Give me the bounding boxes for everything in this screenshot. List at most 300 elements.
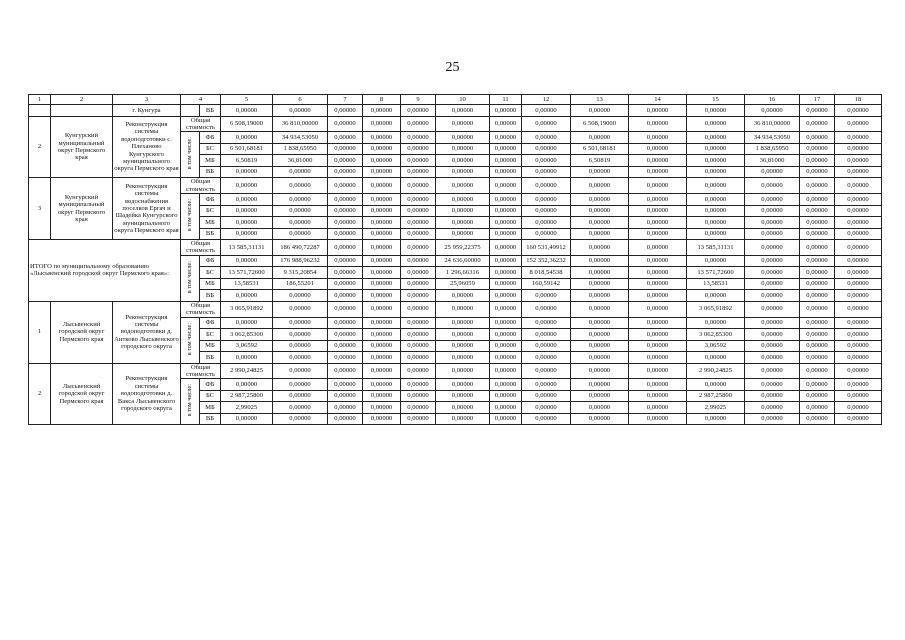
value-cell: 0,00000 [522, 166, 571, 178]
value-cell: 0,00000 [835, 105, 882, 117]
value-cell: 0,00000 [629, 205, 687, 217]
value-cell: 0,00000 [221, 352, 273, 364]
value-cell: 0,00000 [328, 194, 363, 206]
value-cell: 0,00000 [745, 290, 800, 302]
value-cell: 1 296,66316 [436, 267, 490, 279]
source-code: БС [200, 390, 221, 402]
value-cell: 0,00000 [490, 329, 522, 341]
value-cell: 0,00000 [629, 301, 687, 317]
value-cell: 0,00000 [363, 290, 401, 302]
value-cell: 0,00000 [490, 178, 522, 194]
value-cell: 0,00000 [273, 390, 328, 402]
value-cell: 0,00000 [490, 379, 522, 391]
value-cell: 0,00000 [745, 105, 800, 117]
value-cell: 6 508,19000 [571, 116, 629, 132]
value-cell: 0,00000 [687, 143, 745, 155]
source-code: БС [200, 329, 221, 341]
itogo-label: ИТОГО по муниципальному образованию «Лысьвенский городской округ Пермского края»: [29, 240, 181, 302]
value-cell: 0,00000 [490, 390, 522, 402]
value-cell: 0,00000 [522, 194, 571, 206]
value-cell: 0,00000 [800, 379, 835, 391]
incl-cell [181, 255, 200, 301]
value-cell: 0,00000 [490, 217, 522, 229]
column-header: 5 [221, 95, 273, 105]
value-cell: 0,00000 [221, 132, 273, 144]
value-cell: 0,00000 [363, 317, 401, 329]
value-cell: 6 501,68181 [221, 143, 273, 155]
source-code: БС [200, 267, 221, 279]
value-cell: 0,00000 [800, 402, 835, 414]
value-cell: 0,00000 [401, 105, 436, 117]
value-cell: 0,00000 [221, 255, 273, 267]
value-cell: 0,00000 [571, 228, 629, 240]
source-code: ВБ [200, 290, 221, 302]
value-cell: 0,00000 [221, 205, 273, 217]
value-cell: 0,00000 [835, 116, 882, 132]
value-cell: 0,00000 [687, 317, 745, 329]
value-cell: 0,00000 [328, 290, 363, 302]
value-cell: 0,00000 [328, 329, 363, 341]
value-cell: 0,00000 [629, 143, 687, 155]
value-cell: 0,00000 [687, 166, 745, 178]
value-cell: 0,00000 [363, 278, 401, 290]
value-cell: 0,00000 [401, 352, 436, 364]
value-cell: 0,00000 [490, 363, 522, 379]
value-cell: 0,00000 [571, 290, 629, 302]
value-cell: 34 934,53050 [745, 132, 800, 144]
value-cell: 0,00000 [363, 255, 401, 267]
value-cell: 0,00000 [401, 194, 436, 206]
value-cell: 0,00000 [571, 166, 629, 178]
value-cell: 0,00000 [401, 301, 436, 317]
column-header: 18 [835, 95, 882, 105]
incl-label: в том числе: [185, 322, 193, 355]
value-cell: 0,00000 [571, 301, 629, 317]
object-name: г. Кунгура [113, 105, 181, 117]
value-cell: 0,00000 [745, 278, 800, 290]
value-cell: 0,00000 [835, 155, 882, 167]
value-cell: 0,00000 [835, 255, 882, 267]
value-cell: 0,00000 [629, 194, 687, 206]
value-cell: 6,50819 [571, 155, 629, 167]
value-cell: 13,58531 [221, 278, 273, 290]
value-cell: 0,00000 [401, 317, 436, 329]
value-cell: 0,00000 [745, 217, 800, 229]
value-cell: 0,00000 [522, 105, 571, 117]
source-code: МБ [200, 217, 221, 229]
value-cell: 0,00000 [328, 317, 363, 329]
value-cell: 0,00000 [273, 329, 328, 341]
value-cell: 0,00000 [835, 379, 882, 391]
value-cell: 3 062,85300 [221, 329, 273, 341]
value-cell: 0,00000 [571, 194, 629, 206]
value-cell: 6 508,19000 [221, 116, 273, 132]
object-name: Реконструкция системы водоподготовки с. Плеханово Кунгурского муниципального округа Пермского края [113, 116, 181, 178]
value-cell: 0,00000 [687, 105, 745, 117]
value-cell: 0,00000 [363, 105, 401, 117]
value-cell: 0,00000 [401, 178, 436, 194]
source-code: ФБ [200, 255, 221, 267]
value-cell: 3 065,91892 [221, 301, 273, 317]
value-cell: 0,00000 [221, 178, 273, 194]
source-code: МБ [200, 278, 221, 290]
row-number: 2 [29, 363, 51, 425]
value-cell: 0,00000 [436, 166, 490, 178]
value-cell: 3 065,91892 [687, 301, 745, 317]
value-cell: 36,81000 [273, 155, 328, 167]
value-cell: 0,00000 [401, 240, 436, 256]
page-number: 25 [445, 60, 460, 75]
value-cell: 0,00000 [490, 278, 522, 290]
value-cell: 0,00000 [328, 178, 363, 194]
value-cell: 0,00000 [800, 155, 835, 167]
total-label: Общая стоимость [181, 178, 221, 194]
value-cell: 0,00000 [571, 340, 629, 352]
value-cell: 0,00000 [629, 240, 687, 256]
value-cell: 0,00000 [835, 413, 882, 425]
value-cell: 0,00000 [273, 178, 328, 194]
value-cell: 0,00000 [522, 178, 571, 194]
value-cell: 0,00000 [571, 390, 629, 402]
value-cell: 3,06592 [687, 340, 745, 352]
value-cell: 0,00000 [745, 413, 800, 425]
value-cell: 0,00000 [490, 290, 522, 302]
value-cell: 0,00000 [745, 329, 800, 341]
value-cell: 0,00000 [687, 255, 745, 267]
value-cell: 0,00000 [490, 132, 522, 144]
value-cell: 0,00000 [629, 340, 687, 352]
source-code: ФБ [200, 194, 221, 206]
column-header: 15 [687, 95, 745, 105]
value-cell: 0,00000 [745, 267, 800, 279]
value-cell: 0,00000 [273, 340, 328, 352]
value-cell: 0,00000 [522, 379, 571, 391]
value-cell: 0,00000 [363, 240, 401, 256]
value-cell: 0,00000 [522, 155, 571, 167]
value-cell: 0,00000 [221, 166, 273, 178]
value-cell: 0,00000 [800, 240, 835, 256]
value-cell: 0,00000 [490, 317, 522, 329]
incl-label: в том числе: [185, 137, 193, 170]
value-cell: 0,00000 [221, 217, 273, 229]
value-cell: 0,00000 [401, 379, 436, 391]
value-cell: 0,00000 [436, 340, 490, 352]
value-cell: 0,00000 [687, 228, 745, 240]
value-cell: 0,00000 [363, 413, 401, 425]
value-cell: 0,00000 [629, 132, 687, 144]
value-cell: 0,00000 [800, 166, 835, 178]
value-cell: 0,00000 [401, 116, 436, 132]
value-cell: 25 959,22375 [436, 240, 490, 256]
row-number: 2 [29, 116, 51, 178]
value-cell: 0,00000 [363, 178, 401, 194]
value-cell: 0,00000 [221, 228, 273, 240]
value-cell: 0,00000 [629, 363, 687, 379]
value-cell: 2 987,25800 [221, 390, 273, 402]
source-code: МБ [200, 155, 221, 167]
value-cell: 0,00000 [571, 205, 629, 217]
value-cell: 36 810,00000 [745, 116, 800, 132]
value-cell: 0,00000 [571, 217, 629, 229]
value-cell: 0,00000 [522, 317, 571, 329]
value-cell: 0,00000 [522, 290, 571, 302]
value-cell: 24 636,60000 [436, 255, 490, 267]
source-code: ФБ [200, 379, 221, 391]
value-cell: 0,00000 [273, 301, 328, 317]
object-name: Реконструкция системы водоподготовки д. Вакса Лысьвенского городского округа [113, 363, 181, 425]
value-cell: 0,00000 [273, 290, 328, 302]
value-cell: 0,00000 [436, 301, 490, 317]
value-cell: 0,00000 [436, 329, 490, 341]
value-cell: 0,00000 [328, 228, 363, 240]
value-cell: 0,00000 [328, 267, 363, 279]
incl-label: в том числе: [185, 199, 193, 232]
source-code: МБ [200, 402, 221, 414]
value-cell: 2,99025 [687, 402, 745, 414]
value-cell: 0,00000 [490, 240, 522, 256]
value-cell: 0,00000 [328, 105, 363, 117]
source-code: ФБ [200, 132, 221, 144]
column-header: 9 [401, 95, 436, 105]
value-cell: 0,00000 [835, 278, 882, 290]
value-cell: 0,00000 [328, 132, 363, 144]
value-cell: 0,00000 [745, 379, 800, 391]
itogo-row [29, 240, 882, 256]
value-cell: 0,00000 [522, 116, 571, 132]
value-cell: 0,00000 [571, 267, 629, 279]
value-cell: 36 810,00000 [273, 116, 328, 132]
value-cell: 0,00000 [522, 340, 571, 352]
value-cell: 0,00000 [629, 267, 687, 279]
value-cell: 0,00000 [401, 363, 436, 379]
value-cell: 0,00000 [401, 155, 436, 167]
value-cell: 0,00000 [800, 205, 835, 217]
value-cell: 0,00000 [629, 178, 687, 194]
table-row [29, 363, 882, 379]
value-cell: 0,00000 [745, 402, 800, 414]
source-code: ВБ [200, 352, 221, 364]
value-cell: 0,00000 [629, 116, 687, 132]
value-cell: 0,00000 [800, 290, 835, 302]
value-cell: 0,00000 [571, 413, 629, 425]
value-cell: 0,00000 [745, 340, 800, 352]
value-cell: 0,00000 [363, 267, 401, 279]
value-cell: 0,00000 [401, 166, 436, 178]
row-number [29, 105, 51, 117]
value-cell: 0,00000 [629, 317, 687, 329]
column-header: 3 [113, 95, 181, 105]
value-cell: 0,00000 [436, 194, 490, 206]
value-cell: 0,00000 [490, 116, 522, 132]
value-cell: 0,00000 [401, 402, 436, 414]
value-cell: 0,00000 [436, 363, 490, 379]
value-cell: 0,00000 [522, 301, 571, 317]
value-cell: 0,00000 [436, 178, 490, 194]
value-cell: 0,00000 [571, 132, 629, 144]
incl-cell [181, 132, 200, 178]
object-name: Реконструкция системы водоснабжения поселков Ергач и Шадейка Кунгурского муниципального округа Пермского края [113, 178, 181, 240]
value-cell: 0,00000 [745, 301, 800, 317]
total-label: Общая стоимость [181, 301, 221, 317]
value-cell: 0,00000 [745, 240, 800, 256]
value-cell: 0,00000 [363, 194, 401, 206]
value-cell: 0,00000 [273, 379, 328, 391]
value-cell: 0,00000 [522, 329, 571, 341]
value-cell: 0,00000 [745, 255, 800, 267]
value-cell: 0,00000 [800, 217, 835, 229]
value-cell: 0,00000 [221, 194, 273, 206]
value-cell: 0,00000 [221, 379, 273, 391]
value-cell: 0,00000 [571, 352, 629, 364]
value-cell: 0,00000 [363, 390, 401, 402]
value-cell: 9 315,20854 [273, 267, 328, 279]
value-cell: 0,00000 [490, 267, 522, 279]
value-cell: 0,00000 [273, 402, 328, 414]
value-cell: 0,00000 [436, 290, 490, 302]
value-cell: 0,00000 [436, 217, 490, 229]
column-header: 1 [29, 95, 51, 105]
value-cell: 0,00000 [571, 363, 629, 379]
column-header: 10 [436, 95, 490, 105]
value-cell: 0,00000 [522, 143, 571, 155]
value-cell: 0,00000 [687, 205, 745, 217]
table-row [29, 178, 882, 194]
value-cell: 0,00000 [273, 166, 328, 178]
value-cell: 160 531,49912 [522, 240, 571, 256]
value-cell: 0,00000 [490, 352, 522, 364]
value-cell: 2 990,24825 [687, 363, 745, 379]
value-cell: 0,00000 [401, 217, 436, 229]
value-cell: 0,00000 [436, 379, 490, 391]
value-cell: 0,00000 [800, 317, 835, 329]
value-cell: 0,00000 [273, 105, 328, 117]
value-cell: 0,00000 [401, 132, 436, 144]
source-code: МБ [200, 340, 221, 352]
value-cell: 0,00000 [273, 363, 328, 379]
value-cell: 0,00000 [629, 217, 687, 229]
value-cell: 0,00000 [571, 278, 629, 290]
column-header: 7 [328, 95, 363, 105]
value-cell: 0,00000 [436, 317, 490, 329]
total-label: Общая стоимость [181, 363, 221, 379]
value-cell: 0,00000 [629, 379, 687, 391]
value-cell: 0,00000 [687, 178, 745, 194]
value-cell: 0,00000 [328, 255, 363, 267]
value-cell: 0,00000 [800, 267, 835, 279]
value-cell: 0,00000 [835, 166, 882, 178]
value-cell: 0,00000 [328, 390, 363, 402]
value-cell: 0,00000 [571, 255, 629, 267]
value-cell: 0,00000 [490, 301, 522, 317]
value-cell: 0,00000 [328, 340, 363, 352]
value-cell: 0,00000 [800, 352, 835, 364]
value-cell: 0,00000 [273, 228, 328, 240]
value-cell: 0,00000 [800, 178, 835, 194]
value-cell: 0,00000 [835, 317, 882, 329]
value-cell: 0,00000 [490, 340, 522, 352]
value-cell: 0,00000 [835, 132, 882, 144]
value-cell: 0,00000 [835, 228, 882, 240]
value-cell: 0,00000 [629, 166, 687, 178]
value-cell: 0,00000 [490, 228, 522, 240]
value-cell: 6,50819 [221, 155, 273, 167]
value-cell: 0,00000 [490, 205, 522, 217]
value-cell: 0,00000 [687, 116, 745, 132]
value-cell: 0,00000 [490, 166, 522, 178]
value-cell: 0,00000 [401, 228, 436, 240]
value-cell: 0,00000 [571, 240, 629, 256]
value-cell: 8 018,54538 [522, 267, 571, 279]
value-cell: 0,00000 [363, 329, 401, 341]
value-cell: 0,00000 [328, 301, 363, 317]
value-cell: 0,00000 [800, 340, 835, 352]
mo-name: Кунгурский муниципальный округ Пермского края [51, 178, 113, 240]
value-cell: 1 838,65950 [745, 143, 800, 155]
value-cell: 186,55201 [273, 278, 328, 290]
column-header: 17 [800, 95, 835, 105]
column-header: 6 [273, 95, 328, 105]
incl-label: в том числе: [185, 384, 193, 417]
value-cell: 0,00000 [745, 228, 800, 240]
value-cell: 0,00000 [522, 217, 571, 229]
table-row [29, 105, 882, 117]
value-cell: 0,00000 [436, 116, 490, 132]
value-cell: 0,00000 [401, 390, 436, 402]
object-name: Реконструкция системы водоподготовки д. Аитково Лысьвенского городского округа [113, 301, 181, 363]
value-cell: 0,00000 [363, 352, 401, 364]
row-number: 1 [29, 301, 51, 363]
column-header: 8 [363, 95, 401, 105]
value-cell: 0,00000 [436, 352, 490, 364]
value-cell: 0,00000 [273, 194, 328, 206]
mo-name: Лысьвенский городской округ Пермского края [51, 301, 113, 363]
value-cell: 13 585,31131 [687, 240, 745, 256]
value-cell: 34 934,53050 [273, 132, 328, 144]
value-cell: 0,00000 [800, 105, 835, 117]
value-cell: 0,00000 [436, 402, 490, 414]
value-cell: 2 987,25800 [687, 390, 745, 402]
value-cell: 0,00000 [835, 352, 882, 364]
value-cell: 0,00000 [522, 363, 571, 379]
value-cell: 0,00000 [490, 155, 522, 167]
column-header: 12 [522, 95, 571, 105]
value-cell: 0,00000 [629, 105, 687, 117]
column-header: 13 [571, 95, 629, 105]
value-cell: 0,00000 [571, 317, 629, 329]
column-header: 4 [181, 95, 221, 105]
value-cell: 0,00000 [835, 217, 882, 229]
column-header: 11 [490, 95, 522, 105]
incl-cell [181, 317, 200, 363]
value-cell: 0,00000 [401, 278, 436, 290]
value-cell: 0,00000 [745, 194, 800, 206]
value-cell: 0,00000 [629, 329, 687, 341]
value-cell: 3,06592 [221, 340, 273, 352]
value-cell: 0,00000 [401, 205, 436, 217]
value-cell: 0,00000 [522, 352, 571, 364]
value-cell: 0,00000 [436, 390, 490, 402]
source-code: ВБ [200, 413, 221, 425]
source-code: ФБ [200, 317, 221, 329]
value-cell: 0,00000 [745, 352, 800, 364]
value-cell: 0,00000 [571, 402, 629, 414]
value-cell: 0,00000 [687, 290, 745, 302]
value-cell: 0,00000 [800, 390, 835, 402]
value-cell: 0,00000 [401, 255, 436, 267]
value-cell: 0,00000 [436, 205, 490, 217]
value-cell: 0,00000 [687, 132, 745, 144]
mo-name: Лысьвенский городской округ Пермского края [51, 363, 113, 425]
